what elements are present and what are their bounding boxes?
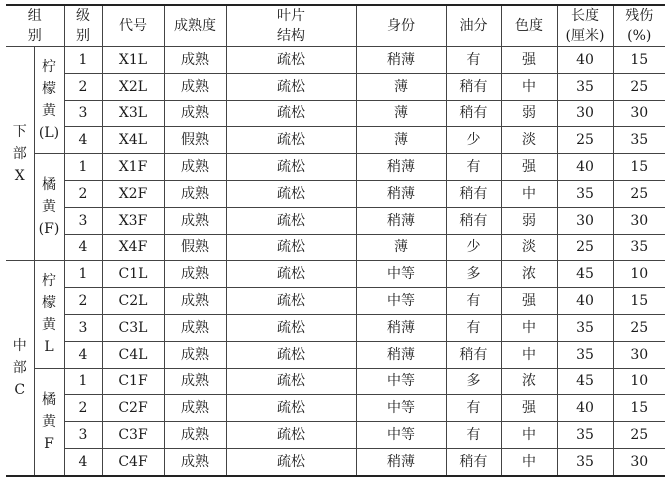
body-cell: 中等 xyxy=(356,368,446,395)
maturity-cell: 成熟 xyxy=(164,180,226,207)
maturity-cell: 成熟 xyxy=(164,47,226,74)
header-damage: 残伤 (%) xyxy=(613,5,665,47)
maturity-cell: 成熟 xyxy=(164,207,226,234)
length-cell: 40 xyxy=(557,154,613,181)
header-body: 身份 xyxy=(356,5,446,47)
length-cell: 25 xyxy=(557,234,613,261)
color-cell: 强 xyxy=(501,154,557,181)
length-cell: 35 xyxy=(557,73,613,100)
table-row xyxy=(6,47,665,74)
grade-cell: 4 xyxy=(64,341,102,368)
table-body xyxy=(6,47,665,476)
grade-cell: 3 xyxy=(64,207,102,234)
header-row xyxy=(6,5,665,47)
body-cell: 稍薄 xyxy=(356,207,446,234)
table-row xyxy=(6,288,665,315)
body-cell: 薄 xyxy=(356,127,446,154)
maturity-cell: 假熟 xyxy=(164,234,226,261)
grade-cell: 1 xyxy=(64,261,102,288)
body-cell: 薄 xyxy=(356,73,446,100)
color-cell: 中 xyxy=(501,448,557,475)
body-cell: 稍薄 xyxy=(356,180,446,207)
oil-cell: 稍有 xyxy=(446,73,501,100)
code-cell: X3L xyxy=(102,100,164,127)
oil-cell: 有 xyxy=(446,47,501,74)
code-cell: C2F xyxy=(102,395,164,422)
grade-cell: 3 xyxy=(64,314,102,341)
code-cell: X4F xyxy=(102,234,164,261)
body-cell: 中等 xyxy=(356,288,446,315)
maturity-cell: 成熟 xyxy=(164,422,226,449)
header-oil: 油分 xyxy=(446,5,501,47)
damage-cell: 15 xyxy=(613,288,665,315)
grading-table-container xyxy=(6,4,654,477)
maturity-cell: 成熟 xyxy=(164,288,226,315)
oil-cell: 稍有 xyxy=(446,100,501,127)
header-group: 组 别 xyxy=(6,5,64,47)
maturity-cell: 成熟 xyxy=(164,341,226,368)
structure-cell: 疏松 xyxy=(226,448,356,475)
header-code: 代号 xyxy=(102,5,164,47)
group-label: 橘 黄 F xyxy=(34,368,64,476)
structure-cell: 疏松 xyxy=(226,288,356,315)
grade-cell: 4 xyxy=(64,127,102,154)
part-label: 中 部 C xyxy=(6,261,34,476)
oil-cell: 稍有 xyxy=(446,341,501,368)
damage-cell: 15 xyxy=(613,47,665,74)
oil-cell: 有 xyxy=(446,395,501,422)
maturity-cell: 成熟 xyxy=(164,100,226,127)
body-cell: 稍薄 xyxy=(356,154,446,181)
structure-cell: 疏松 xyxy=(226,261,356,288)
code-cell: C3L xyxy=(102,314,164,341)
table-row xyxy=(6,154,665,181)
length-cell: 35 xyxy=(557,341,613,368)
color-cell: 中 xyxy=(501,73,557,100)
oil-cell: 有 xyxy=(446,422,501,449)
damage-cell: 15 xyxy=(613,154,665,181)
body-cell: 中等 xyxy=(356,395,446,422)
length-cell: 35 xyxy=(557,448,613,475)
code-cell: X1F xyxy=(102,154,164,181)
oil-cell: 有 xyxy=(446,288,501,315)
grade-cell: 2 xyxy=(64,73,102,100)
body-cell: 稍薄 xyxy=(356,314,446,341)
length-cell: 35 xyxy=(557,180,613,207)
structure-cell: 疏松 xyxy=(226,73,356,100)
table-row xyxy=(6,395,665,422)
damage-cell: 35 xyxy=(613,234,665,261)
length-cell: 40 xyxy=(557,395,613,422)
structure-cell: 疏松 xyxy=(226,207,356,234)
header-leaf-structure: 叶片 结构 xyxy=(226,5,356,47)
grade-cell: 1 xyxy=(64,154,102,181)
structure-cell: 疏松 xyxy=(226,395,356,422)
code-cell: X2F xyxy=(102,180,164,207)
code-cell: C1L xyxy=(102,261,164,288)
color-cell: 淡 xyxy=(501,127,557,154)
color-cell: 强 xyxy=(501,395,557,422)
grade-cell: 3 xyxy=(64,422,102,449)
color-cell: 淡 xyxy=(501,234,557,261)
code-cell: C1F xyxy=(102,368,164,395)
length-cell: 30 xyxy=(557,207,613,234)
maturity-cell: 成熟 xyxy=(164,395,226,422)
table-row xyxy=(6,100,665,127)
length-cell: 35 xyxy=(557,314,613,341)
damage-cell: 25 xyxy=(613,422,665,449)
structure-cell: 疏松 xyxy=(226,154,356,181)
code-cell: C4F xyxy=(102,448,164,475)
header-grade: 级 别 xyxy=(64,5,102,47)
structure-cell: 疏松 xyxy=(226,100,356,127)
length-cell: 30 xyxy=(557,100,613,127)
color-cell: 中 xyxy=(501,314,557,341)
maturity-cell: 成熟 xyxy=(164,73,226,100)
structure-cell: 疏松 xyxy=(226,422,356,449)
group-label: 橘 黄 (F) xyxy=(34,154,64,261)
length-cell: 25 xyxy=(557,127,613,154)
length-cell: 40 xyxy=(557,288,613,315)
grade-cell: 1 xyxy=(64,47,102,74)
grade-cell: 3 xyxy=(64,100,102,127)
body-cell: 稍薄 xyxy=(356,448,446,475)
maturity-cell: 成熟 xyxy=(164,154,226,181)
grade-cell: 2 xyxy=(64,288,102,315)
color-cell: 弱 xyxy=(501,207,557,234)
table-row xyxy=(6,207,665,234)
maturity-cell: 成熟 xyxy=(164,314,226,341)
body-cell: 稍薄 xyxy=(356,47,446,74)
color-cell: 中 xyxy=(501,341,557,368)
code-cell: X4L xyxy=(102,127,164,154)
damage-cell: 30 xyxy=(613,207,665,234)
color-cell: 强 xyxy=(501,288,557,315)
structure-cell: 疏松 xyxy=(226,127,356,154)
color-cell: 浓 xyxy=(501,261,557,288)
damage-cell: 25 xyxy=(613,180,665,207)
code-cell: X1L xyxy=(102,47,164,74)
length-cell: 45 xyxy=(557,368,613,395)
oil-cell: 有 xyxy=(446,314,501,341)
table-row xyxy=(6,422,665,449)
table-row xyxy=(6,180,665,207)
damage-cell: 30 xyxy=(613,448,665,475)
body-cell: 薄 xyxy=(356,100,446,127)
color-cell: 中 xyxy=(501,180,557,207)
body-cell: 稍薄 xyxy=(356,341,446,368)
color-cell: 中 xyxy=(501,422,557,449)
body-cell: 薄 xyxy=(356,234,446,261)
grade-cell: 4 xyxy=(64,448,102,475)
header-maturity: 成熟度 xyxy=(164,5,226,47)
table-row xyxy=(6,234,665,261)
table-row xyxy=(6,341,665,368)
table-row xyxy=(6,368,665,395)
table-row xyxy=(6,261,665,288)
part-label: 下 部 X xyxy=(6,47,34,261)
code-cell: C2L xyxy=(102,288,164,315)
damage-cell: 30 xyxy=(613,341,665,368)
grade-cell: 2 xyxy=(64,395,102,422)
length-cell: 45 xyxy=(557,261,613,288)
oil-cell: 稍有 xyxy=(446,180,501,207)
table-row xyxy=(6,73,665,100)
oil-cell: 多 xyxy=(446,368,501,395)
damage-cell: 15 xyxy=(613,395,665,422)
oil-cell: 有 xyxy=(446,154,501,181)
table-row xyxy=(6,314,665,341)
group-label: 柠 檬 黄 L xyxy=(34,261,64,368)
grade-cell: 1 xyxy=(64,368,102,395)
grade-cell: 2 xyxy=(64,180,102,207)
damage-cell: 25 xyxy=(613,73,665,100)
body-cell: 中等 xyxy=(356,261,446,288)
oil-cell: 少 xyxy=(446,234,501,261)
damage-cell: 10 xyxy=(613,261,665,288)
damage-cell: 25 xyxy=(613,314,665,341)
color-cell: 强 xyxy=(501,47,557,74)
group-label: 柠 檬 黄 (L) xyxy=(34,47,64,154)
grade-cell: 4 xyxy=(64,234,102,261)
code-cell: X3F xyxy=(102,207,164,234)
maturity-cell: 成熟 xyxy=(164,261,226,288)
damage-cell: 35 xyxy=(613,127,665,154)
maturity-cell: 成熟 xyxy=(164,368,226,395)
header-color: 色度 xyxy=(501,5,557,47)
damage-cell: 30 xyxy=(613,100,665,127)
damage-cell: 10 xyxy=(613,368,665,395)
structure-cell: 疏松 xyxy=(226,47,356,74)
table-row xyxy=(6,448,665,475)
code-cell: X2L xyxy=(102,73,164,100)
color-cell: 浓 xyxy=(501,368,557,395)
structure-cell: 疏松 xyxy=(226,341,356,368)
body-cell: 中等 xyxy=(356,422,446,449)
maturity-cell: 假熟 xyxy=(164,127,226,154)
color-cell: 弱 xyxy=(501,100,557,127)
length-cell: 40 xyxy=(557,47,613,74)
code-cell: C4L xyxy=(102,341,164,368)
oil-cell: 稍有 xyxy=(446,207,501,234)
oil-cell: 少 xyxy=(446,127,501,154)
structure-cell: 疏松 xyxy=(226,368,356,395)
maturity-cell: 成熟 xyxy=(164,448,226,475)
oil-cell: 多 xyxy=(446,261,501,288)
structure-cell: 疏松 xyxy=(226,234,356,261)
oil-cell: 稍有 xyxy=(446,448,501,475)
length-cell: 35 xyxy=(557,422,613,449)
tobacco-grading-table xyxy=(6,4,665,477)
table-row xyxy=(6,127,665,154)
structure-cell: 疏松 xyxy=(226,180,356,207)
header-length: 长度 (厘米) xyxy=(557,5,613,47)
structure-cell: 疏松 xyxy=(226,314,356,341)
code-cell: C3F xyxy=(102,422,164,449)
